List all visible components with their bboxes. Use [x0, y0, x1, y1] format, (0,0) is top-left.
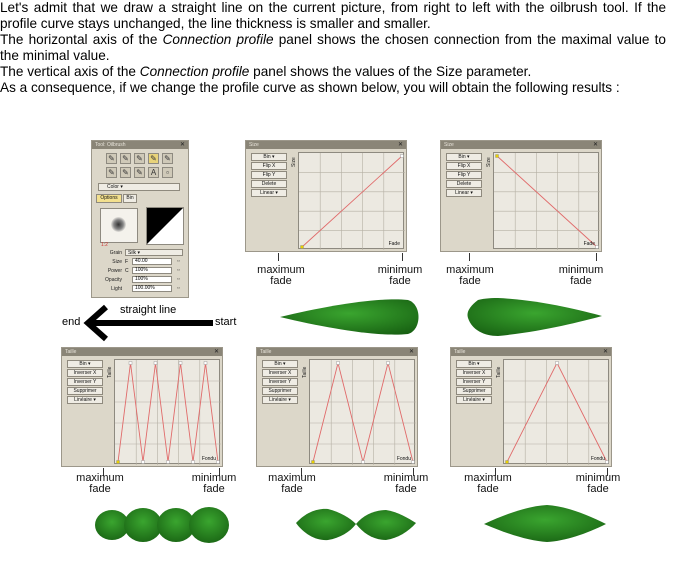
fade-axis-label: Fade [583, 241, 595, 247]
stroke-end-label: end [62, 316, 81, 328]
fade-axis-label: Fade [388, 241, 400, 247]
grain-select[interactable]: Silk ▾ [125, 249, 183, 256]
bin-dropdown[interactable]: Bin ▾ [67, 360, 103, 368]
close-icon[interactable]: ✕ [592, 142, 598, 148]
minimum-fade-caption: minimum fade [191, 472, 237, 495]
minimum-fade-caption: minimum fade [377, 264, 423, 287]
smudge-icon[interactable]: ✎ [106, 167, 117, 178]
flip-y-button[interactable]: Inverser Y [456, 378, 492, 386]
flip-x-button[interactable]: Flip X [446, 162, 482, 170]
power-field[interactable]: 100% [132, 267, 172, 274]
stroke-result-2 [467, 298, 602, 336]
panel-title: Size [441, 141, 601, 149]
ratio-label: 1:2 [101, 242, 108, 248]
minimum-fade-caption: minimum fade [575, 472, 621, 495]
panel-title: Taille [451, 348, 611, 356]
delete-button[interactable]: Supprimer [67, 387, 103, 395]
brush-icon[interactable]: ✎ [106, 153, 117, 164]
bin-dropdown[interactable]: Bin ▾ [262, 360, 298, 368]
fade-axis-label: Fondu [590, 456, 605, 462]
maximum-fade-caption: maximum fade [76, 472, 124, 495]
bin-dropdown[interactable]: Bin ▾ [456, 360, 492, 368]
opacity-field[interactable]: 100% [132, 276, 172, 283]
opacity-label: Opacity [105, 277, 122, 283]
size-axis-label: Taille [496, 366, 502, 378]
mode-dropdown[interactable]: Linear ▾ [251, 189, 287, 197]
light-link-icon[interactable]: ⇔ [176, 285, 181, 291]
color-select[interactable]: Color ▾ [98, 183, 180, 191]
close-icon[interactable]: ✕ [397, 142, 403, 148]
maximum-fade-caption: maximum fade [268, 472, 316, 495]
tab-bin[interactable]: Bin [123, 194, 137, 203]
minimum-fade-caption: minimum fade [558, 264, 604, 287]
stroke-result-1 [280, 299, 419, 334]
panel-title: Taille [62, 348, 222, 356]
close-icon[interactable]: ✕ [602, 349, 608, 355]
size-field[interactable]: 40.00 [132, 258, 172, 265]
fade-axis-label: Fondu [201, 456, 216, 462]
size-label: Size [112, 259, 122, 265]
flip-x-button[interactable]: Inverser X [67, 369, 103, 377]
intro-paragraph-1: Let's admit that we draw a straight line on the current picture, from right to left with the oilbrush tool. If the profile curve stays unchanged, the line thickness is smaller and smaller. [0, 0, 666, 31]
size-axis-label: Size [291, 157, 297, 167]
mode-dropdown[interactable]: Linéaire ▾ [456, 396, 492, 404]
panel-title: Taille [257, 348, 417, 356]
panel-title: Size [246, 141, 406, 149]
size-axis-label: Taille [107, 366, 113, 378]
tab-options[interactable]: Options [96, 194, 122, 203]
mode-dropdown[interactable]: Linear ▾ [446, 189, 482, 197]
knife-icon[interactable]: ✎ [120, 167, 131, 178]
flip-x-button[interactable]: Inverser X [262, 369, 298, 377]
flip-y-button[interactable]: Flip Y [446, 171, 482, 179]
size-mode: F [125, 259, 129, 265]
minimum-fade-caption: minimum fade [383, 472, 429, 495]
fade-axis-label: Fondu [396, 456, 411, 462]
grain-label: Grain [109, 250, 122, 256]
flip-y-button[interactable]: Inverser Y [67, 378, 103, 386]
intro-paragraph-2: The horizontal axis of the Connection profile panel shows the chosen connection from the maximal value to the minimal value. [0, 32, 666, 63]
delete-button[interactable]: Delete [446, 180, 482, 188]
tool-panel-title: Tool: Oilbrush [92, 141, 188, 149]
mode-dropdown[interactable]: Linéaire ▾ [262, 396, 298, 404]
stroke-result-5 [484, 505, 606, 542]
select-tool-icon[interactable]: ▫ [162, 167, 173, 178]
opacity-link-icon[interactable]: ⇔ [176, 276, 181, 282]
maximum-fade-caption: maximum fade [446, 264, 494, 287]
intro-paragraph-3: The vertical axis of the Connection profile panel shows the values of the Size parameter. [0, 64, 532, 79]
power-link-icon[interactable]: ⇔ [176, 267, 181, 273]
stroke-result-3 [95, 507, 229, 543]
close-icon[interactable]: ✕ [408, 349, 414, 355]
power-label: Power [107, 268, 122, 274]
stroke-result-4 [296, 509, 416, 540]
intro-paragraph-4: As a consequence, if we change the profile curve as shown below, you will obtain the following results : [0, 80, 620, 95]
maximum-fade-caption: maximum fade [257, 264, 305, 287]
mode-dropdown[interactable]: Linéaire ▾ [67, 396, 103, 404]
power-mode: C [125, 268, 129, 274]
bin-dropdown[interactable]: Bin ▾ [446, 153, 482, 161]
bin-dropdown[interactable]: Bin ▾ [251, 153, 287, 161]
delete-button[interactable]: Supprimer [262, 387, 298, 395]
flip-x-button[interactable]: Inverser X [456, 369, 492, 377]
flip-y-button[interactable]: Inverser Y [262, 378, 298, 386]
close-icon[interactable]: ✕ [213, 349, 219, 355]
spatula-icon[interactable]: ✎ [134, 167, 145, 178]
close-icon[interactable]: ✕ [179, 142, 185, 148]
airbrush-icon[interactable]: ✎ [134, 153, 145, 164]
pencil-icon[interactable]: ✎ [120, 153, 131, 164]
oilbrush-icon[interactable]: ✎ [148, 153, 159, 164]
text-tool-icon[interactable]: A [148, 167, 159, 178]
size-axis-label: Size [486, 157, 492, 167]
delete-button[interactable]: Supprimer [456, 387, 492, 395]
flip-x-button[interactable]: Flip X [251, 162, 287, 170]
stroke-label: straight line [120, 304, 177, 316]
light-field[interactable]: 100.00% [132, 285, 172, 292]
size-link-icon[interactable]: ⇔ [176, 258, 181, 264]
flip-y-button[interactable]: Flip Y [251, 171, 287, 179]
maximum-fade-caption: maximum fade [464, 472, 512, 495]
delete-button[interactable]: Delete [251, 180, 287, 188]
light-label: Light [111, 286, 122, 292]
stroke-start-label: start [215, 316, 237, 328]
size-axis-label: Taille [302, 366, 308, 378]
eraser-icon[interactable]: ✎ [162, 153, 173, 164]
